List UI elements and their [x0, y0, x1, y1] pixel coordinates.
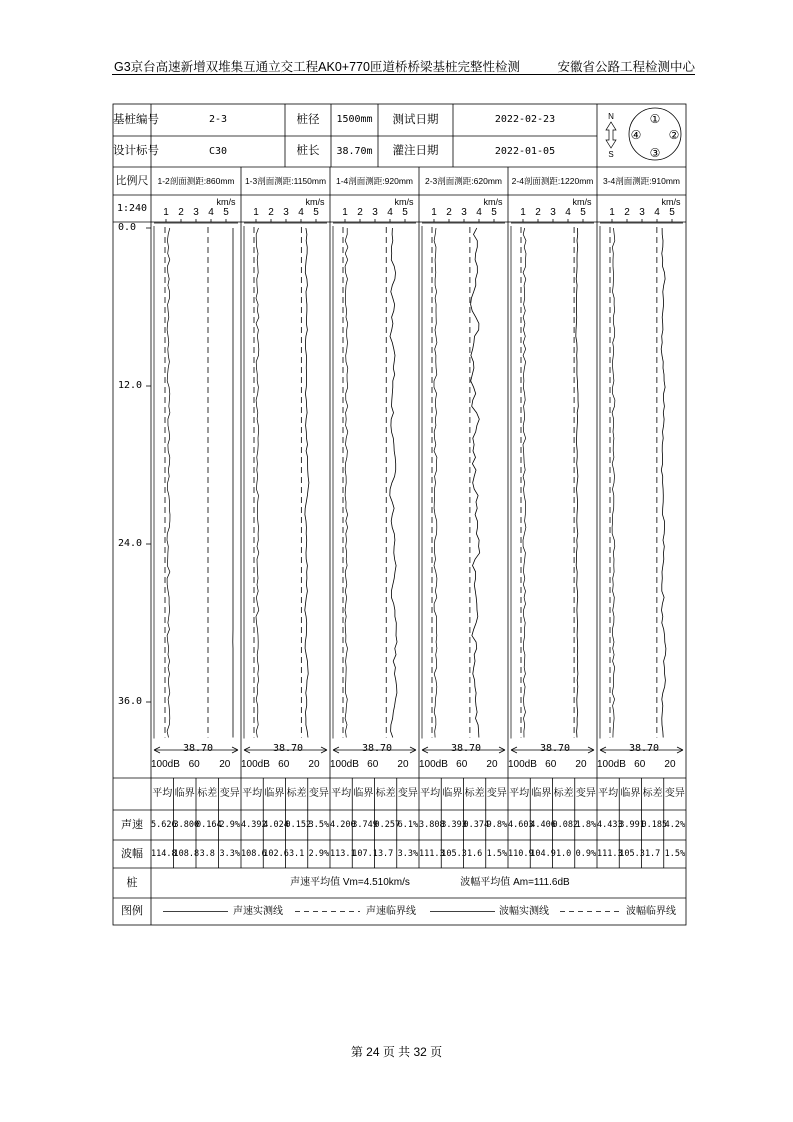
velocity-tick-label: 2 [624, 207, 630, 218]
velocity-tick-label: 1 [431, 207, 437, 218]
amplitude-stat-value: 111.3 [597, 849, 623, 859]
stat-header: 变异 [397, 788, 418, 799]
velocity-tick-label: 3 [283, 207, 289, 218]
compass-diagram [606, 108, 681, 160]
profile-title: 3-4剖面测距:910mm [603, 176, 680, 186]
amplitude-stat-value: 105.3 [619, 849, 645, 859]
velocity-unit: km/s [483, 197, 503, 207]
profile-title: 2-4剖面测距:1220mm [511, 176, 594, 186]
info-value: 38.70m [336, 146, 373, 157]
velocity-row-label: 声速 [121, 819, 143, 831]
profile-title: 1-3剖面测距:1150mm [244, 176, 327, 186]
organization-name: 安徽省公路工程检测中心 [557, 60, 695, 74]
amplitude-stat-value: 108.6 [241, 849, 267, 859]
profile-title: 1-2剖面测距:860mm [157, 176, 235, 186]
north-arrow-icon [606, 122, 616, 148]
amplitude-tick-label: 20 [219, 759, 231, 770]
info-value: 1500mm [336, 114, 373, 125]
velocity-tick-label: 3 [193, 207, 199, 218]
velocity-tick-label: 4 [476, 207, 482, 218]
velocity-curve [661, 228, 666, 738]
amplitude-stat-value: 113.1 [330, 849, 356, 859]
velocity-tick-label: 4 [208, 207, 214, 218]
stat-header: 平均 [420, 788, 441, 799]
amplitude-stat-value: 3.7 [377, 849, 394, 859]
amplitude-curve [256, 228, 259, 738]
velocity-stat-value: 3.991 [619, 820, 645, 830]
stat-header: 临界 [620, 788, 641, 799]
amplitude-curve [612, 228, 615, 738]
velocity-tick-label: 1 [520, 207, 526, 218]
velocity-stat-value: 0.185 [641, 820, 668, 830]
stat-header: 变异 [664, 788, 685, 799]
amplitude-stat-value: 3.3% [397, 849, 419, 859]
amplitude-stat-value: 1.5% [664, 849, 686, 859]
legend-row-label: 图例 [121, 905, 143, 917]
stat-header: 临界 [264, 788, 285, 799]
velocity-tick-label: 4 [298, 207, 304, 218]
stat-header: 标差 [286, 788, 307, 799]
velocity-curve [390, 228, 397, 738]
velocity-stat-value: 9.8% [486, 820, 508, 830]
velocity-tick-label: 2 [446, 207, 452, 218]
velocity-stat-value: 2.9% [219, 820, 240, 830]
velocity-tick-label: 1 [163, 207, 169, 218]
amplitude-tick-label: 60 [188, 759, 200, 770]
stat-header: 临界 [353, 788, 374, 799]
stat-header: 临界 [174, 788, 195, 799]
velocity-tick-label: 4 [654, 207, 660, 218]
depth-tick-label: 12.0 [118, 380, 143, 391]
stat-header: 临界 [442, 788, 463, 799]
tube-marker: ④ [630, 128, 642, 142]
velocity-tick-label: 4 [565, 207, 571, 218]
velocity-tick-label: 3 [639, 207, 645, 218]
stat-header: 临界 [531, 788, 552, 799]
info-label: 测试日期 [392, 114, 439, 126]
amplitude-tick-label: 60 [634, 759, 646, 770]
page-number: 第 24 页 共 32 页 [350, 1045, 443, 1059]
info-value: C30 [208, 146, 228, 157]
amplitude-curve [523, 228, 526, 738]
velocity-tick-label: 2 [268, 207, 274, 218]
amplitude-tick-label: 60 [278, 759, 290, 770]
amplitude-tick-label: 100dB [508, 759, 537, 770]
amplitude-tick-label: 20 [308, 759, 320, 770]
scale-label: 比例尺 [115, 175, 149, 187]
velocity-stat-value: 0.257 [374, 820, 401, 830]
amplitude-stat-value: 1.5% [486, 849, 508, 859]
stat-header: 标差 [642, 788, 663, 799]
velocity-tick-label: 4 [387, 207, 393, 218]
velocity-tick-label: 2 [357, 207, 363, 218]
stat-header: 变异 [219, 788, 240, 799]
amplitude-tick-label: 100dB [419, 759, 448, 770]
velocity-stat-value: 3.749 [352, 820, 378, 830]
stat-header: 标差 [197, 788, 218, 799]
depth-end-label: 38.70 [450, 742, 482, 754]
velocity-stat-value: 3.800 [173, 820, 200, 830]
depth-end-label: 38.70 [272, 742, 304, 754]
stat-header: 标差 [553, 788, 574, 799]
velocity-tick-label: 3 [372, 207, 378, 218]
legend-amplitude-critical: 波幅临界线 [626, 906, 676, 917]
depth-tick-label: 0.0 [118, 222, 137, 233]
amplitude-tick-label: 60 [367, 759, 379, 770]
velocity-stat-value: 0.374 [463, 820, 490, 830]
amplitude-mean: 波幅平均值 Am=111.6dB [460, 877, 570, 888]
velocity-stat-value: 4.024 [263, 820, 289, 830]
velocity-tick-label: 3 [550, 207, 556, 218]
amplitude-stat-value: 1.6 [466, 849, 483, 859]
info-label: 桩长 [296, 145, 320, 157]
legend-velocity-critical: 声速临界线 [366, 906, 416, 917]
info-label: 灌注日期 [392, 145, 439, 157]
scale-value: 1:240 [116, 203, 148, 214]
info-label: 桩径 [296, 114, 320, 126]
stat-header: 标差 [375, 788, 396, 799]
depth-end-label: 38.70 [361, 742, 393, 754]
velocity-tick-label: 5 [580, 207, 586, 218]
amplitude-stat-value: 110.9 [508, 849, 534, 859]
amplitude-stat-value: 3.3% [219, 849, 240, 859]
amplitude-stat-value: 104.9 [530, 849, 556, 859]
velocity-stat-value: 0.164 [196, 820, 222, 830]
velocity-stat-value: 0.082 [552, 820, 579, 830]
velocity-tick-label: 3 [461, 207, 467, 218]
amplitude-stat-value: 108.8 [173, 849, 200, 859]
velocity-curve [305, 228, 309, 738]
velocity-tick-label: 5 [313, 207, 319, 218]
velocity-stat-value: 3.393 [441, 820, 467, 830]
velocity-tick-label: 1 [609, 207, 615, 218]
amplitude-stat-value: 3.1 [288, 849, 305, 859]
velocity-tick-label: 5 [223, 207, 229, 218]
amplitude-tick-label: 20 [397, 759, 409, 770]
legend-velocity-measured: 声速实测线 [233, 906, 283, 917]
velocity-stat-value: 3.5% [308, 820, 330, 830]
amplitude-curve [434, 228, 437, 738]
report-title: G3京台高速新增双堆集互通立交工程AK0+770匝道桥桥梁基桩完整性检测 [114, 60, 520, 74]
legend-amplitude-measured: 波幅实测线 [499, 906, 549, 917]
compass-south: S [608, 150, 614, 159]
depth-end-label: 38.70 [539, 742, 571, 754]
tube-marker: ① [649, 112, 661, 126]
velocity-tick-label: 2 [178, 207, 184, 218]
amplitude-tick-label: 100dB [241, 759, 270, 770]
profile-title: 1-4剖面测距:920mm [336, 176, 413, 186]
amplitude-stat-value: 3.8 [199, 849, 215, 859]
stat-header: 平均 [509, 788, 530, 799]
velocity-stat-value: 5.626 [151, 820, 177, 830]
velocity-unit: km/s [661, 197, 681, 207]
amplitude-stat-value: 0.9% [575, 849, 597, 859]
amplitude-stat-value: 111.3 [419, 849, 445, 859]
tube-marker: ② [668, 128, 680, 142]
amplitude-tick-label: 20 [486, 759, 498, 770]
amplitude-tick-label: 100dB [597, 759, 626, 770]
info-label: 基桩编号 [113, 114, 159, 126]
profile-title: 2-3剖面测距:620mm [425, 176, 502, 186]
stat-header: 标差 [464, 788, 485, 799]
stat-header: 变异 [486, 788, 507, 799]
velocity-mean: 声速平均值 Vm=4.510km/s [290, 877, 410, 888]
velocity-tick-label: 2 [535, 207, 541, 218]
info-value: 2-3 [208, 114, 228, 125]
velocity-curve [471, 228, 480, 738]
amplitude-tick-label: 60 [545, 759, 557, 770]
stat-header: 变异 [308, 788, 329, 799]
velocity-tick-label: 5 [491, 207, 497, 218]
velocity-stat-value: 4.433 [597, 820, 623, 830]
amplitude-tick-label: 100dB [330, 759, 359, 770]
velocity-stat-value: 4.2% [664, 820, 686, 830]
depth-tick-label: 24.0 [118, 538, 143, 549]
amplitude-tick-label: 20 [575, 759, 587, 770]
stat-header: 平均 [331, 788, 352, 799]
amplitude-tick-label: 100dB [151, 759, 180, 770]
amplitude-stat-value: 1.7 [644, 849, 661, 859]
amplitude-stat-value: 1.0 [555, 849, 572, 859]
amplitude-curve [167, 228, 170, 738]
velocity-tick-label: 1 [342, 207, 348, 218]
velocity-stat-value: 4.406 [530, 820, 556, 830]
info-value: 2022-02-23 [494, 114, 556, 125]
velocity-stat-value: 4.392 [241, 820, 267, 830]
velocity-unit: km/s [394, 197, 414, 207]
amplitude-curve [345, 228, 348, 738]
velocity-stat-value: 1.8% [575, 820, 597, 830]
amplitude-row-label: 波幅 [121, 848, 143, 860]
info-value: 2022-01-05 [494, 146, 556, 157]
pile-row-label: 桩 [126, 877, 138, 889]
amplitude-tick-label: 20 [664, 759, 676, 770]
depth-end-label: 38.70 [628, 742, 660, 754]
velocity-tick-label: 5 [669, 207, 675, 218]
velocity-unit: km/s [572, 197, 592, 207]
amplitude-stat-value: 105.3 [441, 849, 467, 859]
velocity-stat-value: 0.152 [285, 820, 312, 830]
velocity-stat-value: 3.808 [419, 820, 445, 830]
amplitude-stat-value: 114.8 [151, 849, 177, 859]
velocity-stat-value: 4.200 [330, 820, 356, 830]
amplitude-tick-label: 60 [456, 759, 468, 770]
amplitude-stat-value: 102.6 [263, 849, 289, 859]
tube-marker: ③ [649, 146, 661, 160]
stat-header: 平均 [152, 788, 173, 799]
amplitude-stat-value: 2.9% [308, 849, 330, 859]
velocity-tick-label: 5 [402, 207, 408, 218]
velocity-curve [576, 228, 579, 738]
velocity-stat-value: 4.603 [508, 820, 534, 830]
stat-header: 平均 [598, 788, 619, 799]
amplitude-stat-value: 107.1 [352, 849, 378, 859]
compass-north: N [608, 112, 614, 121]
depth-tick-label: 36.0 [118, 696, 143, 707]
velocity-unit: km/s [305, 197, 325, 207]
stat-header: 变异 [575, 788, 596, 799]
velocity-unit: km/s [216, 197, 236, 207]
velocity-tick-label: 1 [253, 207, 259, 218]
velocity-stat-value: 6.1% [397, 820, 419, 830]
depth-end-label: 38.70 [182, 742, 214, 754]
stat-header: 平均 [242, 788, 263, 799]
info-label: 设计标号 [113, 145, 159, 157]
